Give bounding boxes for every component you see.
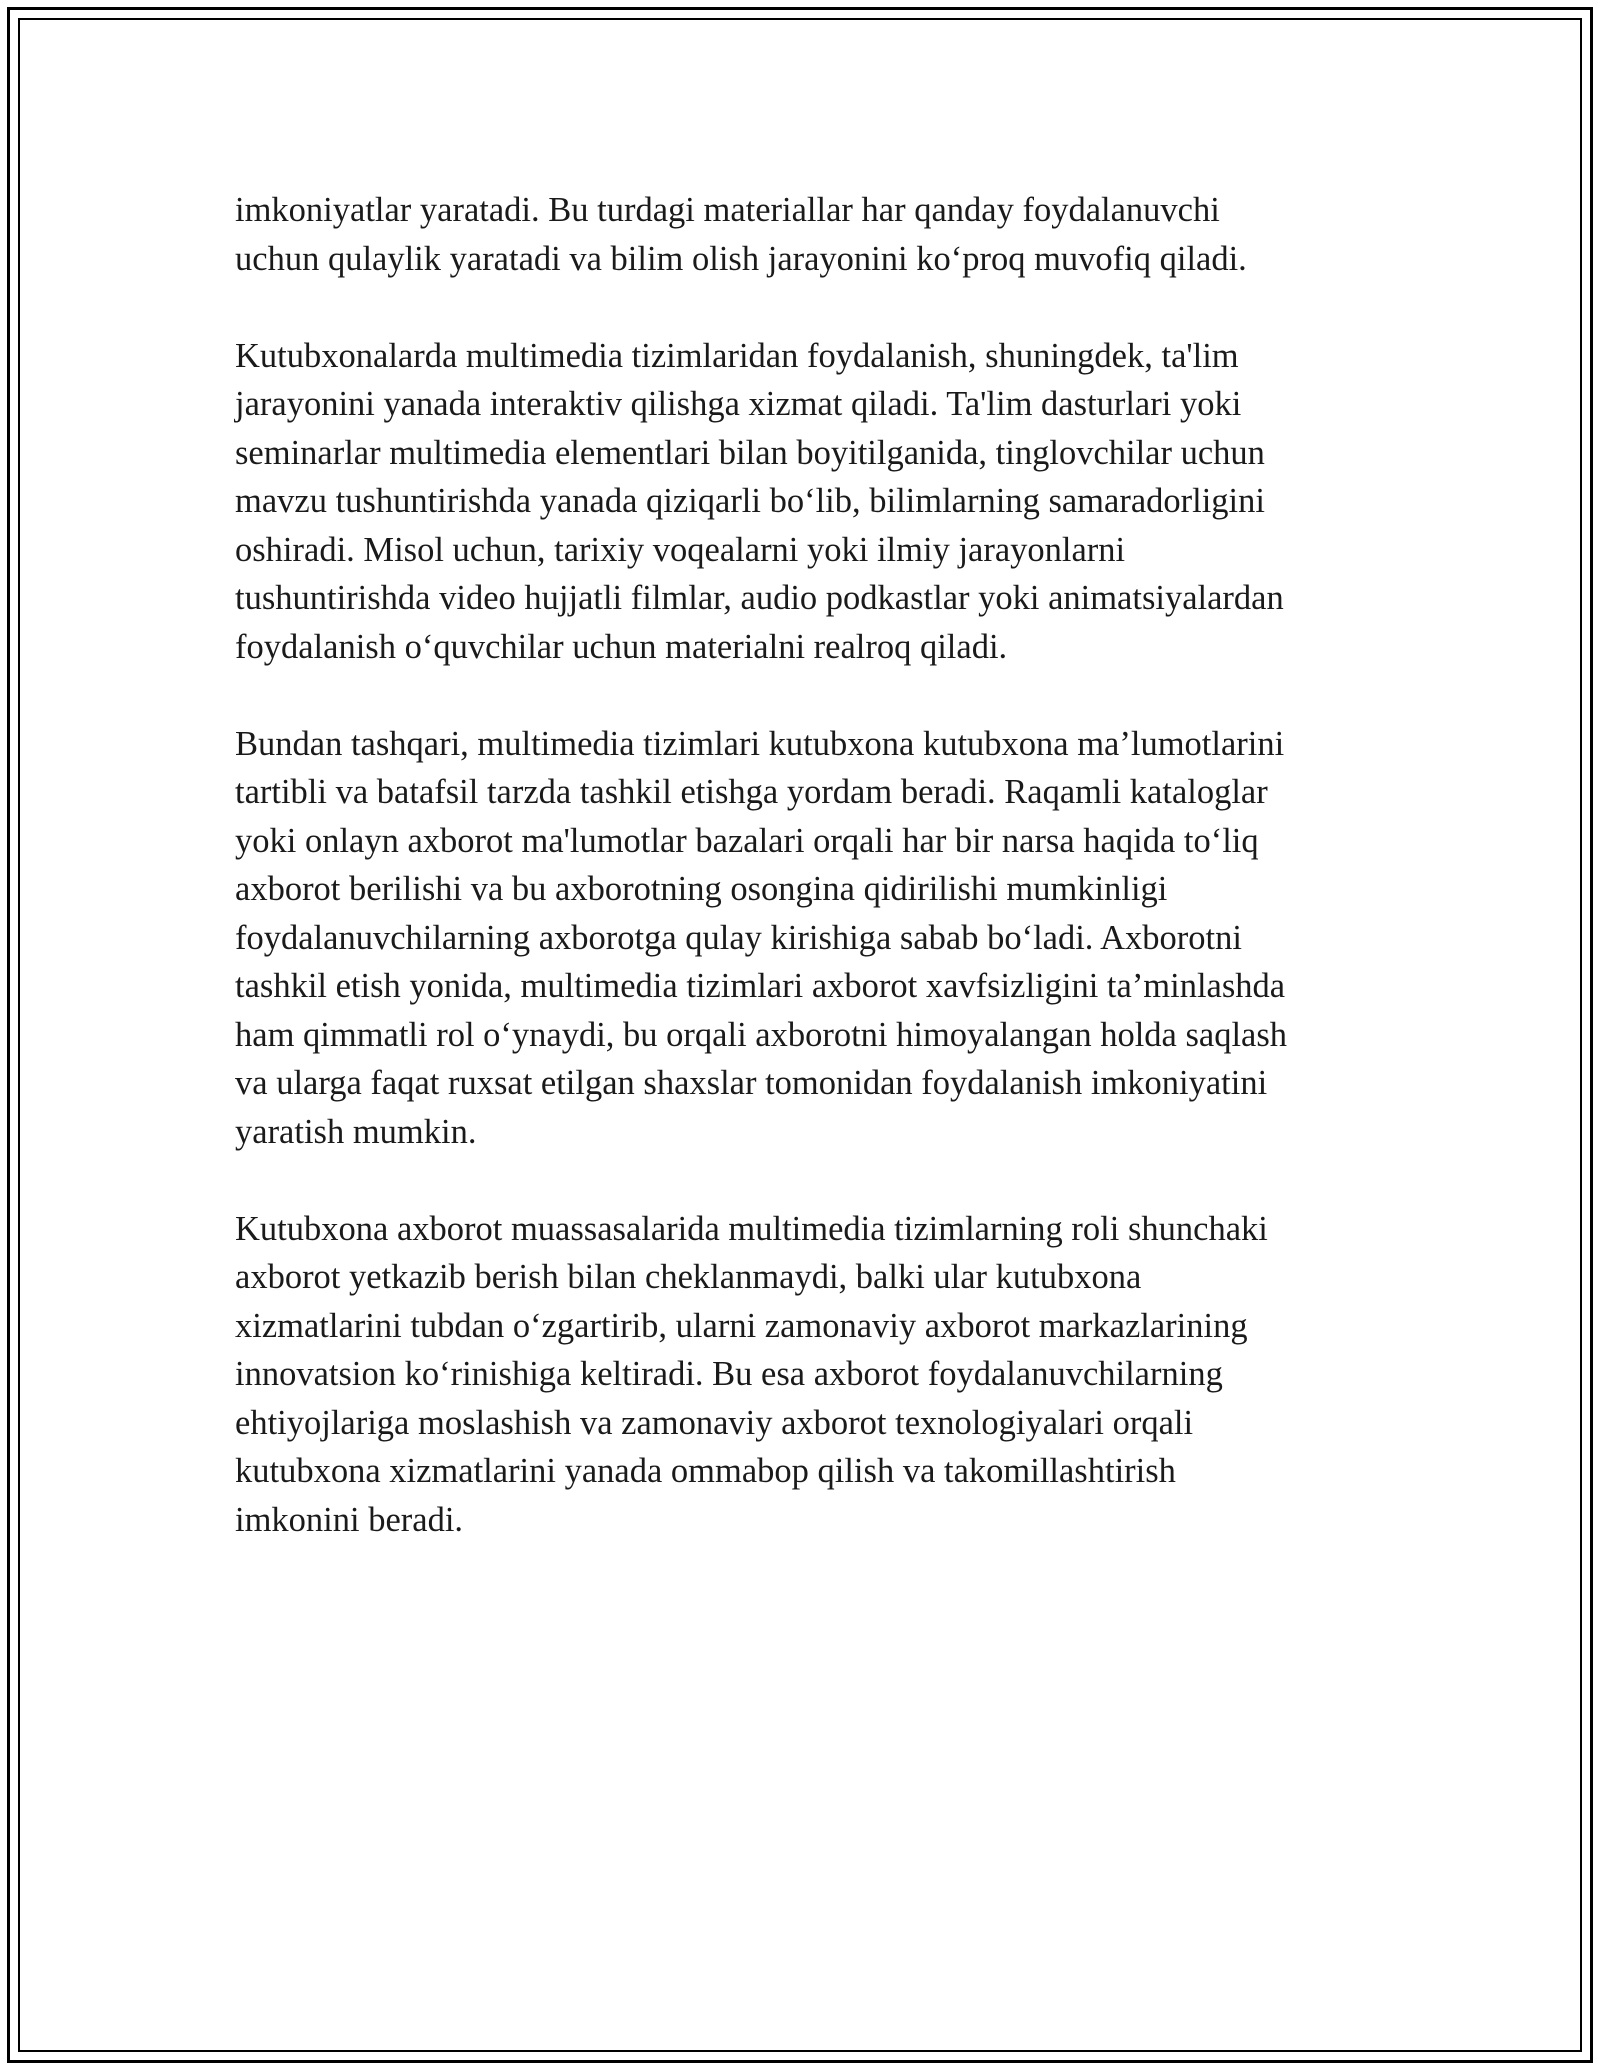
paragraph-2: Kutubxonalarda multimedia tizimlaridan foydalanish, shuningdek, ta'lim jarayonini yanada interaktiv qilishga xizmat qiladi. Ta'lim dasturlari yoki seminarlar multimedia elementlari bilan boyitilganida, tinglovchilar uchun mavzu tushuntirishda yanada qiziqarli boʻlib, bilimlarning samaradorligini oshiradi. Misol uchun, tarixiy voqealarni yoki ilmiy jarayonlarni tushuntirishda video hujjatli filmlar, audio podkastlar yoki animatsiyalardan foydalanish oʻquvchilar uchun materialni realroq qiladi.	[235, 336, 1284, 666]
paragraph-1: imkoniyatlar yaratadi. Bu turdagi materiallar har qanday foydalanuvchi uchun qulaylik yaratadi va bilim olish jarayonini koʻproq muvofiq qiladi.	[235, 191, 1247, 278]
document-body	[235, 186, 1375, 1544]
paragraph-3: Bundan tashqari, multimedia tizimlari kutubxona kutubxona ma’lumotlarini tartibli va batafsil tarzda tashkil etishga yordam beradi. Raqamli kataloglar yoki onlayn axborot ma'lumotlar bazalari orqali har bir narsa haqida toʻliq axborot berilishi va bu axborotning osongina qidirilishi mumkinligi foydalanuvchilarning axborotga qulay kirishiga sabab boʻladi. Axborotni tashkil etish yonida, multimedia tizimlari axborot xavfsizligini ta’minlashda ham qimmatli rol oʻynaydi, bu orqali axborotni himoyalangan holda saqlash va ularga faqat ruxsat etilgan shaxslar tomonidan foydalanish imkoniyatini yaratish mumkin.	[235, 724, 1288, 1151]
paragraph-4: Kutubxona axborot muassasalarida multimedia tizimlarning roli shunchaki axborot yetkazib berish bilan cheklanmaydi, balki ular kutubxona xizmatlarini tubdan oʻzgartirib, ularni zamonaviy axborot markazlarining innovatsion koʻrinishiga keltiradi. Bu esa axborot foydalanuvchilarning ehtiyojlariga moslashish va zamonaviy axborot texnologiyalari orqali kutubxona xizmatlarini yanada ommabop qilish va takomillashtirish imkonini beradi.	[235, 1209, 1268, 1539]
